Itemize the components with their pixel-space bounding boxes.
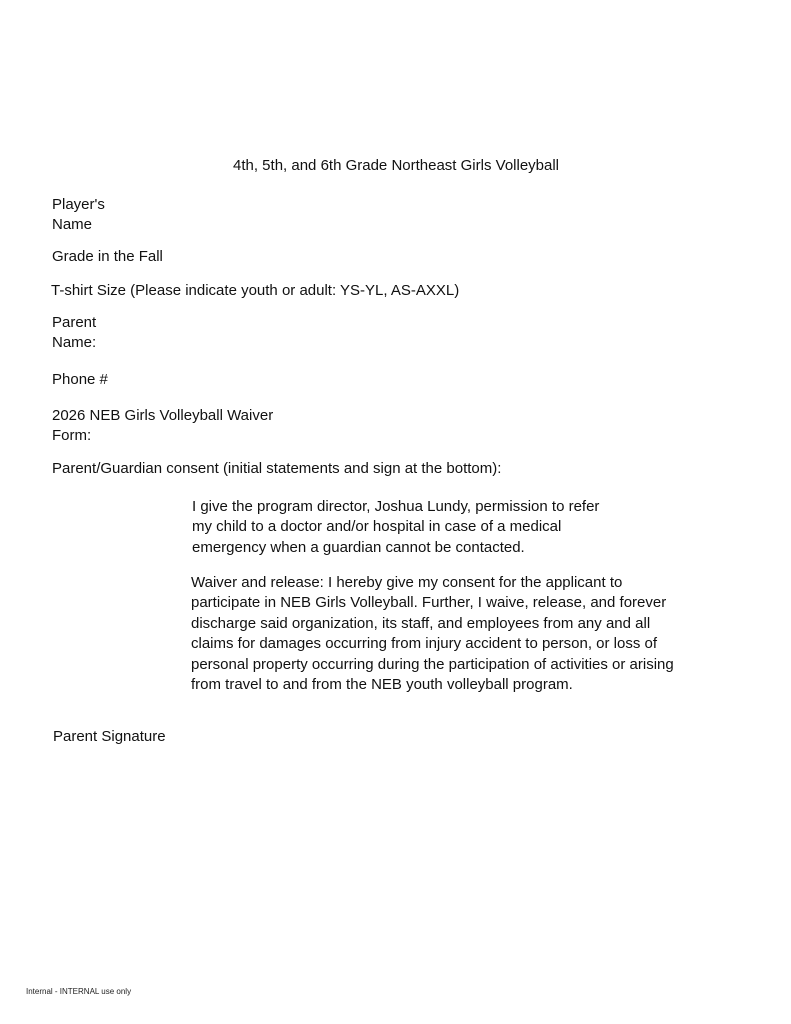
waiver-form-label-line: Form:: [52, 427, 92, 445]
player-name-label-line: Player's: [52, 196, 105, 213]
tshirt-label: T-shirt Size (Please indicate youth or adult: YS-YL, AS-AXXL): [51, 282, 460, 299]
consent-statement-line: emergency when a guardian cannot be contacted.: [192, 538, 525, 556]
consent-statement-2: [191, 573, 674, 695]
consent-statement-line: I give the program director, Joshua Lundy, permission to refer: [192, 498, 600, 515]
consent-statement-line: participate in NEB Girls Volleyball. Further, I waive, release, and forever: [191, 594, 667, 612]
form-title: 4th, 5th, and 6th Grade Northeast Girls Volleyball: [233, 157, 560, 174]
consent-statement-line: Waiver and release: I hereby give my consent for the applicant to: [191, 574, 623, 591]
parent-signature-label: Parent Signature: [53, 728, 166, 745]
consent-heading: Parent/Guardian consent (initial statements and sign at the bottom):: [52, 460, 502, 477]
consent-statement-line: discharge said organization, its staff, and employees from any and all: [191, 614, 651, 632]
parent-name-label-line: Name:: [52, 334, 97, 352]
consent-statement-line: my child to a doctor and/or hospital in case of a medical: [192, 518, 562, 536]
player-name-label-line: Name: [52, 216, 93, 234]
consent-statement-line: from travel to and from the NEB youth volleyball program.: [191, 676, 573, 694]
phone-label: Phone #: [52, 371, 108, 388]
parent-name-label-line: Parent: [52, 314, 97, 331]
grade-label: Grade in the Fall: [52, 248, 163, 265]
consent-statement-line: claims for damages occurring from injury accident to person, or loss of: [191, 635, 658, 653]
footer-classification: Internal - INTERNAL use only: [26, 987, 132, 996]
consent-statement-1: [192, 497, 599, 558]
consent-statement-line: personal property occurring during the participation of activities or arising: [191, 655, 674, 673]
parent-name-label: [52, 313, 96, 354]
player-name-label: [52, 195, 105, 236]
waiver-form-label-line: 2026 NEB Girls Volleyball Waiver: [52, 407, 274, 424]
waiver-form-label: [52, 406, 273, 447]
